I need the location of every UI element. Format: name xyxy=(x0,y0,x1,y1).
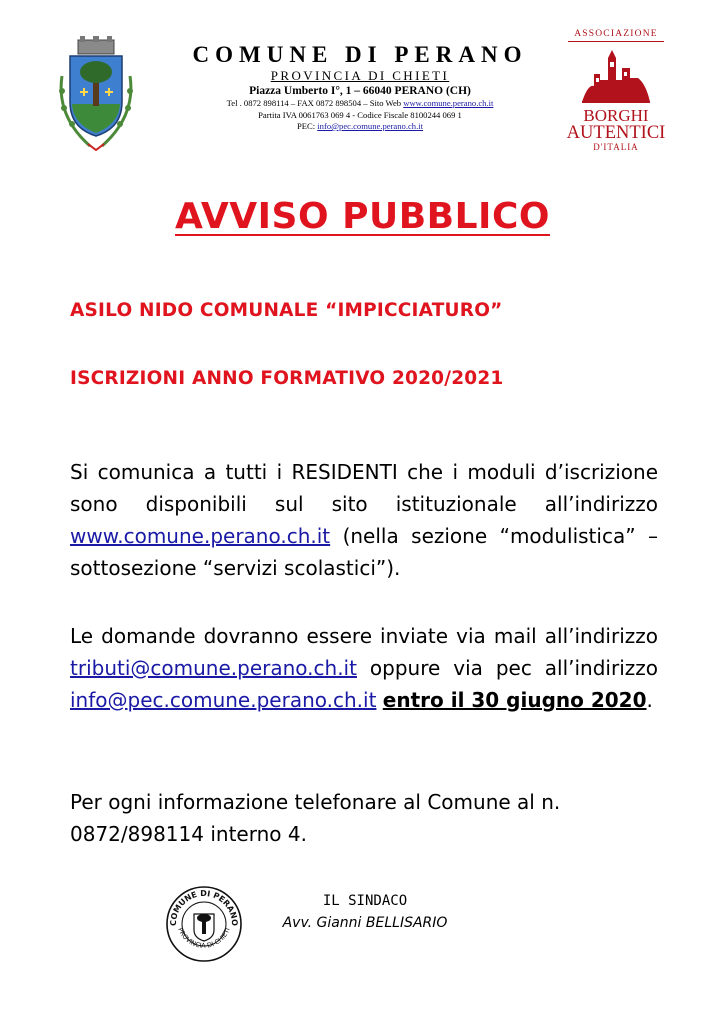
paragraph-submission-text-a: Le domande dovranno essere inviate via mail all’indirizzo xyxy=(70,624,658,648)
letterhead-text xyxy=(150,42,570,133)
signature-name: Avv. Gianni BELLISARIO xyxy=(282,915,448,931)
paragraph-submission-text-b: oppure via pec all’indirizzo xyxy=(356,656,658,680)
logo-association-label: ASSOCIAZIONE xyxy=(574,29,658,39)
pec-line xyxy=(150,121,570,133)
letterhead xyxy=(0,0,725,170)
paragraph-forms-text-b: (nella sezione “modulistica” – sottosezione “servizi scolastici”). xyxy=(70,524,658,580)
paragraph-forms xyxy=(70,456,658,584)
website-link[interactable]: www.comune.perano.ch.it xyxy=(403,98,494,108)
seal-text-bottom: PROVINCIA DI CHIETI xyxy=(176,926,232,950)
municipality-name: COMUNE DI PERANO xyxy=(192,42,528,67)
municipal-seal-icon xyxy=(164,884,244,964)
municipality-address: Piazza Umberto I°, 1 – 66040 PERANO (CH) xyxy=(249,85,471,97)
signature-block xyxy=(250,890,480,934)
paragraph-submission xyxy=(70,620,658,716)
province-name: PROVINCIA DI CHIETI xyxy=(270,68,450,83)
tributi-email-link[interactable]: tributi@comune.perano.ch.it xyxy=(70,656,357,680)
contacts-line xyxy=(150,98,570,110)
logo-rule xyxy=(568,41,664,42)
website-link-body[interactable]: www.comune.perano.ch.it xyxy=(70,524,331,548)
logo-line-italia: D'ITALIA xyxy=(593,142,639,152)
paragraph-info: Per ogni informazione telefonare al Comune al n. 0872/898114 interno 4. xyxy=(70,790,561,846)
seal-text-top: COMUNE DI PERANO xyxy=(168,888,240,927)
paragraph-submission-text-d: . xyxy=(646,688,653,712)
signature-role: IL SINDACO xyxy=(322,893,408,909)
notice-title-wrapper xyxy=(0,196,725,237)
pec-label: PEC: xyxy=(296,121,316,131)
tax-line: Partita IVA 0061763 069 4 - Codice Fiscale 8100244 069 1 xyxy=(258,109,462,120)
pec-email-link[interactable]: info@pec.comune.perano.ch.it xyxy=(70,688,377,712)
municipal-crest-icon xyxy=(50,36,142,156)
notice-subtitle-nursery: ASILO NIDO COMUNALE “IMPICCIATURO” xyxy=(70,300,503,321)
village-icon xyxy=(578,44,654,106)
notice-subtitle-enrollment: ISCRIZIONI ANNO FORMATIVO 2020/2021 xyxy=(70,368,504,389)
paragraph-forms-text-a: Si comunica a tutti i RESIDENTI che i moduli d’iscrizione sono disponibili sul sito istituzionale all’indirizzo xyxy=(70,460,658,516)
borghi-autentici-logo xyxy=(560,28,672,163)
logo-line-autentici: AUTENTICI xyxy=(566,123,666,143)
pec-link[interactable]: info@pec.comune.perano.ch.it xyxy=(317,121,424,131)
logo-line-borghi: BORGHI xyxy=(583,106,649,125)
deadline-text: entro il 30 giugno 2020 xyxy=(382,688,647,712)
notice-title: AVVISO PUBBLICO xyxy=(175,196,550,237)
contacts-text: Tel . 0872 898114 – FAX 0872 898504 – Sito Web xyxy=(226,98,402,108)
